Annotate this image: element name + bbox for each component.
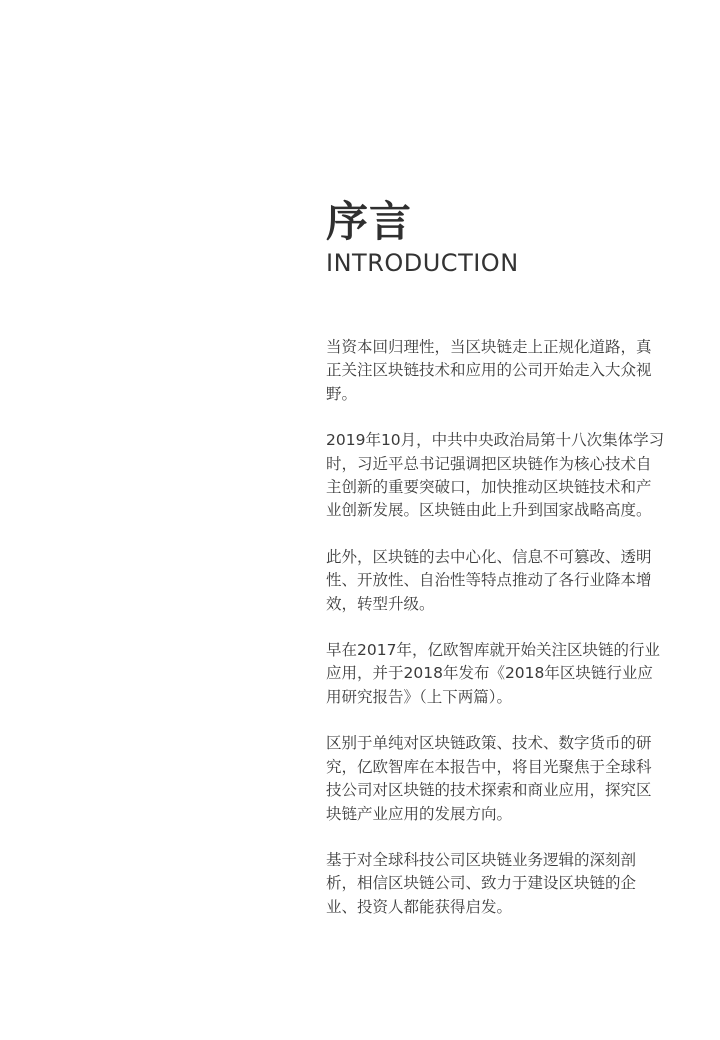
paragraph-2: 2019年10月，中共中央政治局第十八次集体学习时，习近平总书记强调把区块链作为核心技术自主创新的重要突破口，加快推动区块链技术和产业创新发展。区块链由此上升到国家战略高度。 <box>326 431 665 520</box>
page-subtitle: INTRODUCTION <box>326 249 519 277</box>
body-text <box>326 336 666 919</box>
paragraph-3: 此外，区块链的去中心化、信息不可篡改、透明性、开放性、自治性等特点推动了各行业降本增效，转型升级。 <box>326 547 652 613</box>
paragraph-4: 早在2017年，亿欧智库就开始关注区块链的行业应用，并于2018年发布《2018年区块链行业应用研究报告》（上下两篇）。 <box>326 641 660 706</box>
paragraph-5: 区别于单纯对区块链政策、技术、数字货币的研究，亿欧智库在本报告中，将目光聚焦于全球科技公司对区块链的技术探索和商业应用，探究区块链产业应用的发展方向。 <box>326 734 652 823</box>
paragraph-6: 基于对全球科技公司区块链业务逻辑的深刻剖析，相信区块链公司、致力于建设区块链的企业、投资人都能获得启发。 <box>326 850 637 916</box>
title-block <box>326 196 686 278</box>
page-title: 序言 <box>326 197 413 246</box>
paragraph-1: 当资本回归理性，当区块链走上正规化道路，真正关注区块链技术和应用的公司开始走入大众视野。 <box>326 338 652 403</box>
